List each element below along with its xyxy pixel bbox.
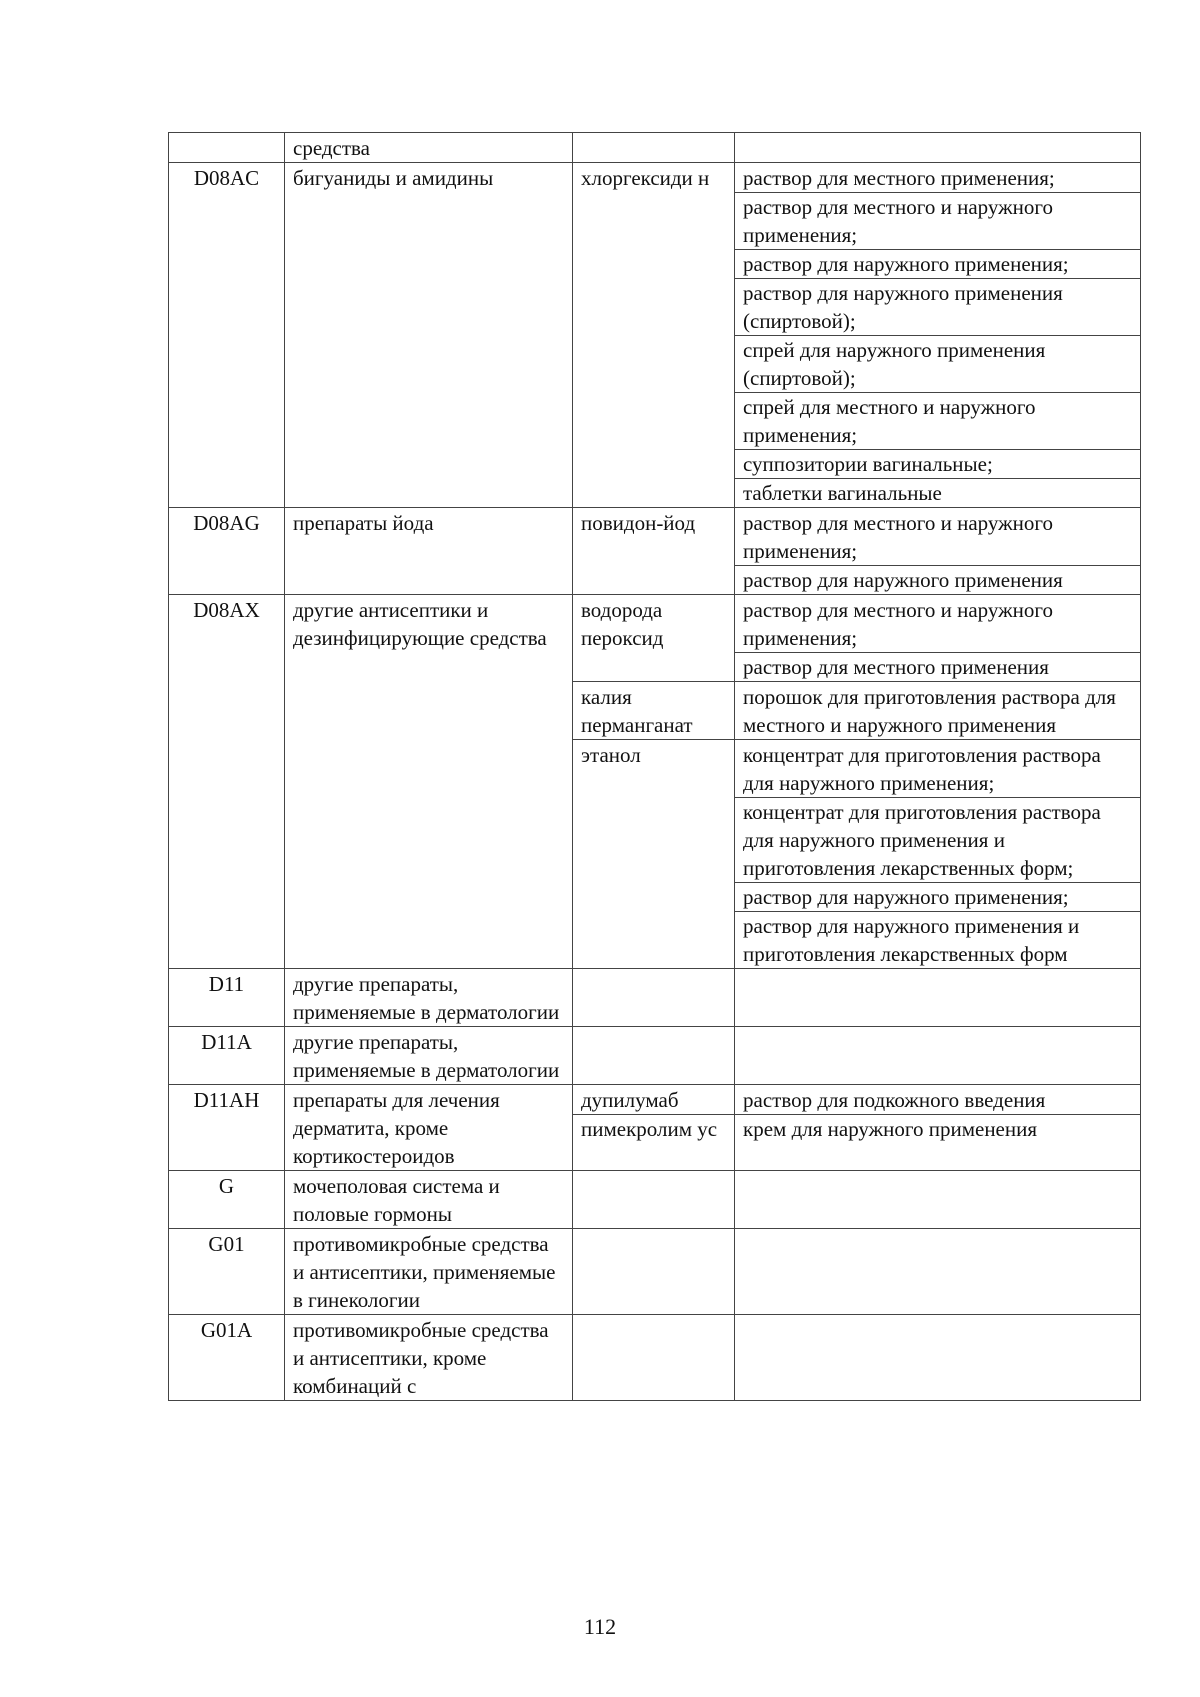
mnn-name: повидон-йод <box>581 511 696 535</box>
table-row <box>169 1027 1141 1085</box>
atc-code-cell: D11 <box>169 969 285 1027</box>
mnn-name: этанол <box>581 743 641 767</box>
mnn-cell <box>573 133 735 163</box>
atc-code-cell: D08AC <box>169 163 285 508</box>
dosage-forms-cell <box>735 1229 1141 1315</box>
dosage-forms-cell <box>735 1085 1141 1171</box>
mnn-name: дупилумаб <box>581 1088 679 1112</box>
dosage-form: крем для наружного применения <box>743 1117 1038 1141</box>
dosage-form: таблетки вагинальные <box>743 481 942 505</box>
table-row <box>169 1171 1141 1229</box>
table-row <box>169 1229 1141 1315</box>
mnn-cell <box>573 740 735 969</box>
dosage-forms-cell <box>735 508 1141 595</box>
mnn-name: водорода пероксид <box>581 598 664 650</box>
mnn-name: калия перманганат <box>581 685 693 737</box>
atc-code-cell: D11A <box>169 1027 285 1085</box>
dosage-forms-cell <box>735 1027 1141 1085</box>
group-name-cell: препараты йода <box>285 508 573 595</box>
group-name-cell: другие препараты, применяемые в дерматологии <box>285 1027 573 1085</box>
table-row <box>169 133 1141 163</box>
group-name-cell: противомикробные средства и антисептики, применяемые в гинекологии <box>285 1229 573 1315</box>
dosage-form: концентрат для приготовления раствора для наружного применения; <box>735 741 1140 798</box>
dosage-form: раствор для наружного применения (спиртовой); <box>735 279 1140 336</box>
mnn-cell <box>573 508 735 595</box>
dosage-form: спрей для наружного применения (спиртовой); <box>735 336 1140 393</box>
mnn-cell <box>573 1085 735 1171</box>
dosage-forms-cell <box>735 682 1141 740</box>
table-row <box>169 595 1141 682</box>
atc-code-cell: D11AH <box>169 1085 285 1171</box>
group-name-cell: другие антисептики и дезинфицирующие средства <box>285 595 573 969</box>
mnn-cell <box>573 1027 735 1085</box>
mnn-name: хлоргексиди н <box>581 166 710 190</box>
mnn-cell <box>573 1171 735 1229</box>
dosage-forms-cell <box>735 1315 1141 1401</box>
dosage-form: раствор для наружного применения; <box>735 883 1140 912</box>
dosage-form: раствор для местного применения <box>743 655 1049 679</box>
atc-code-cell: D08AG <box>169 508 285 595</box>
page-number: 112 <box>583 1614 617 1639</box>
dosage-form: раствор для наружного применения <box>743 568 1063 592</box>
dosage-forms-cell <box>735 1171 1141 1229</box>
dosage-form: раствор для местного применения; <box>735 164 1140 193</box>
dosage-form: раствор для местного и наружного применения; <box>735 596 1140 653</box>
table-row <box>169 508 1141 595</box>
dosage-forms-cell <box>735 163 1141 508</box>
group-name-cell: препараты для лечения дерматита, кроме кортикостероидов <box>285 1085 573 1171</box>
group-name-cell: мочеполовая система и половые гормоны <box>285 1171 573 1229</box>
group-name-cell: бигуаниды и амидины <box>285 163 573 508</box>
dosage-forms-cell <box>735 740 1141 969</box>
atc-code-cell: G01A <box>169 1315 285 1401</box>
mnn-cell <box>573 969 735 1027</box>
dosage-forms-cell <box>735 133 1141 163</box>
mnn-cell <box>573 1229 735 1315</box>
dosage-form: раствор для подкожного введения <box>735 1086 1140 1115</box>
dosage-forms-cell <box>735 595 1141 682</box>
atc-code-cell <box>169 133 285 163</box>
dosage-form: порошок для приготовления раствора для местного и наружного применения <box>743 685 1116 737</box>
dosage-form: раствор для наружного применения; <box>735 250 1140 279</box>
table-row <box>169 969 1141 1027</box>
mnn-cell <box>573 1315 735 1401</box>
drug-list-table <box>168 132 1141 1401</box>
atc-code-cell: D08AX <box>169 595 285 969</box>
table-row <box>169 1315 1141 1401</box>
dosage-form: суппозитории вагинальные; <box>735 450 1140 479</box>
group-name-cell: противомикробные средства и антисептики, кроме комбинаций с <box>285 1315 573 1401</box>
dosage-form: раствор для местного и наружного применения; <box>735 193 1140 250</box>
table-row <box>169 1085 1141 1171</box>
dosage-form: спрей для местного и наружного применения; <box>735 393 1140 450</box>
dosage-form: концентрат для приготовления раствора для наружного применения и приготовления лекарственных форм; <box>735 798 1140 883</box>
atc-code-cell: G <box>169 1171 285 1229</box>
dosage-forms-cell <box>735 969 1141 1027</box>
dosage-form: раствор для наружного применения и приготовления лекарственных форм <box>743 914 1080 966</box>
mnn-cell <box>573 595 735 682</box>
dosage-form: раствор для местного и наружного применения; <box>735 509 1140 566</box>
mnn-cell <box>573 682 735 740</box>
group-name-cell: средства <box>285 133 573 163</box>
mnn-name: пимекролим ус <box>573 1114 734 1143</box>
atc-code-cell: G01 <box>169 1229 285 1315</box>
mnn-cell <box>573 163 735 508</box>
table-row <box>169 163 1141 508</box>
group-name-cell: другие препараты, применяемые в дерматологии <box>285 969 573 1027</box>
